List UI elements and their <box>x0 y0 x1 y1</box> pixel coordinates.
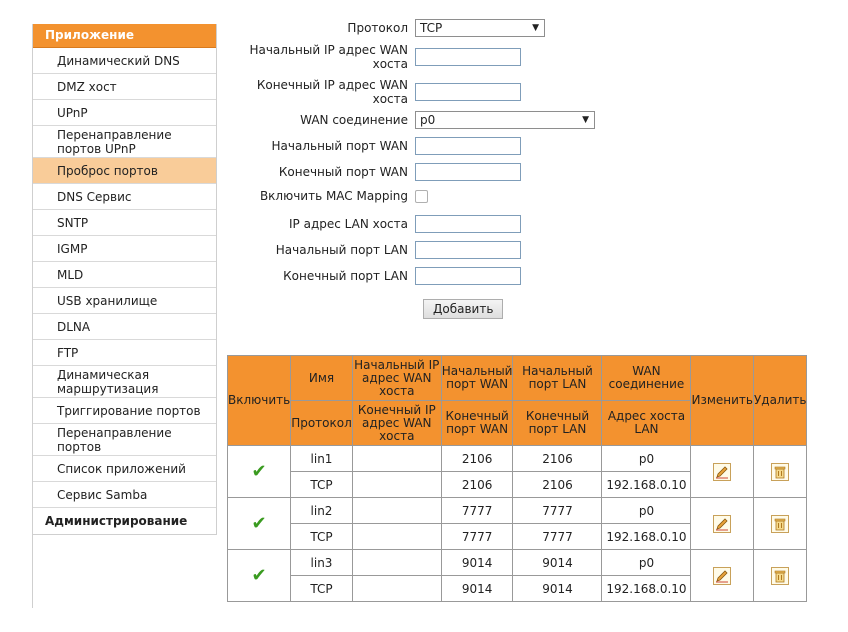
sidebar-item-ftp[interactable]: FTP <box>33 340 216 366</box>
pencil-icon[interactable] <box>713 567 731 585</box>
lan-port-start-row <box>230 241 610 259</box>
rule-lan-port-end: 9014 <box>513 576 602 602</box>
trash-icon[interactable] <box>771 463 789 481</box>
header-edit: Изменить <box>691 356 754 446</box>
protocol-select[interactable] <box>415 19 545 37</box>
header-delete: Удалить <box>753 356 807 446</box>
wan-host-start-input[interactable] <box>415 48 521 66</box>
checkmark-icon: ✔ <box>228 498 291 550</box>
sidebar-item-sntp[interactable]: SNTP <box>33 210 216 236</box>
table-row <box>228 550 807 576</box>
wan-host-end-row <box>230 78 610 106</box>
sidebar-item-administration[interactable]: Администрирование <box>33 508 216 535</box>
wan-connection-select-value: p0 <box>420 113 436 127</box>
table-header-row <box>228 356 807 401</box>
pencil-icon[interactable] <box>713 463 731 481</box>
rule-lan-host: 192.168.0.10 <box>602 524 691 550</box>
mac-mapping-row <box>230 189 610 203</box>
wan-connection-label: WAN соединение <box>300 113 408 127</box>
rule-lan-port-end: 2106 <box>513 472 602 498</box>
sidebar-item-upnp-port-forwarding[interactable]: Перенаправление портов UPnP <box>33 126 216 158</box>
sidebar-item-application-list[interactable]: Список приложений <box>33 456 216 482</box>
rule-wan-host-end <box>352 472 441 498</box>
header-name: Имя <box>291 356 353 401</box>
rule-wan-port-end: 9014 <box>441 576 513 602</box>
rule-name: lin1 <box>291 446 353 472</box>
sidebar-item-upnp[interactable]: UPnP <box>33 100 216 126</box>
header-wan-port-end: Конечный порт WAN <box>441 401 513 446</box>
lan-port-start-input[interactable] <box>415 241 521 259</box>
sidebar-item-dmz-host[interactable]: DMZ хост <box>33 74 216 100</box>
trash-icon[interactable] <box>771 567 789 585</box>
wan-host-end-input[interactable] <box>415 83 521 101</box>
rule-wan-port-start: 2106 <box>441 446 513 472</box>
rule-wan-host-start <box>352 446 441 472</box>
rule-wan-host-start <box>352 550 441 576</box>
protocol-row <box>230 19 610 37</box>
lan-port-end-input[interactable] <box>415 267 521 285</box>
rule-wan-connection: p0 <box>602 498 691 524</box>
wan-port-end-row <box>230 163 610 181</box>
rule-protocol: TCP <box>291 524 353 550</box>
sidebar-item-igmp[interactable]: IGMP <box>33 236 216 262</box>
sidebar-item-dynamic-dns[interactable]: Динамический DNS <box>33 48 216 74</box>
rule-wan-port-start: 9014 <box>441 550 513 576</box>
sidebar-item-samba-service[interactable]: Сервис Samba <box>33 482 216 508</box>
edit-cell <box>691 446 754 498</box>
lan-ip-input[interactable] <box>415 215 521 233</box>
rule-lan-host: 192.168.0.10 <box>602 576 691 602</box>
rule-lan-port-start: 7777 <box>513 498 602 524</box>
mac-mapping-checkbox[interactable] <box>415 190 428 203</box>
rule-wan-host-start <box>352 498 441 524</box>
add-button[interactable]: Добавить <box>423 299 503 319</box>
wan-host-start-label: Начальный IP адрес WAN хоста <box>249 43 408 71</box>
lan-port-end-label: Конечный порт LAN <box>283 269 408 283</box>
sidebar-item-usb-storage[interactable]: USB хранилище <box>33 288 216 314</box>
header-lan-port-start: Начальный порт LAN <box>513 356 602 401</box>
mac-mapping-label: Включить MAC Mapping <box>259 189 408 203</box>
rule-lan-port-end: 7777 <box>513 524 602 550</box>
lan-ip-label: IP адрес LAN хоста <box>289 217 408 231</box>
header-wan-host-start: Начальный IP адрес WAN хоста <box>352 356 441 401</box>
rule-name: lin3 <box>291 550 353 576</box>
protocol-select-value: TCP <box>420 21 443 35</box>
wan-port-end-input[interactable] <box>415 163 521 181</box>
sidebar-item-dynamic-routing[interactable]: Динамическая маршрутизация <box>33 366 216 398</box>
rule-wan-host-end <box>352 576 441 602</box>
sidebar-item-dlna[interactable]: DLNA <box>33 314 216 340</box>
lan-ip-row <box>230 215 610 233</box>
lan-port-end-row <box>230 267 610 285</box>
wan-port-start-label: Начальный порт WAN <box>271 139 408 153</box>
wan-connection-row <box>230 111 610 129</box>
header-protocol: Протокол <box>291 401 353 446</box>
port-forwarding-table <box>227 355 807 602</box>
rule-lan-port-start: 2106 <box>513 446 602 472</box>
checkmark-icon: ✔ <box>228 550 291 602</box>
sidebar-item-port-forwarding[interactable]: Проброс портов <box>33 158 216 184</box>
rule-protocol: TCP <box>291 576 353 602</box>
header-lan-port-end: Конечный порт LAN <box>513 401 602 446</box>
header-enable: Включить <box>228 356 291 446</box>
header-wan-port-start: Начальный порт WAN <box>441 356 513 401</box>
rule-wan-port-end: 2106 <box>441 472 513 498</box>
rule-protocol: TCP <box>291 472 353 498</box>
edit-cell <box>691 550 754 602</box>
delete-cell <box>753 498 807 550</box>
header-lan-host: Адрес хоста LAN <box>602 401 691 446</box>
rule-name: lin2 <box>291 498 353 524</box>
pencil-icon[interactable] <box>713 515 731 533</box>
wan-host-start-row <box>230 43 610 71</box>
header-wan-connection: WAN соединение <box>602 356 691 401</box>
rule-lan-port-start: 9014 <box>513 550 602 576</box>
rule-lan-host: 192.168.0.10 <box>602 472 691 498</box>
delete-cell <box>753 550 807 602</box>
sidebar-item-port-triggering[interactable]: Триггирование портов <box>33 398 216 424</box>
sidebar-item-port-redirection[interactable]: Перенаправление портов <box>33 424 216 456</box>
wan-connection-select[interactable] <box>415 111 595 129</box>
sidebar-item-dns-service[interactable]: DNS Сервис <box>33 184 216 210</box>
rule-wan-port-start: 7777 <box>441 498 513 524</box>
chevron-down-icon: ▼ <box>532 23 539 33</box>
edit-cell <box>691 498 754 550</box>
delete-cell <box>753 446 807 498</box>
protocol-label: Протокол <box>347 21 408 35</box>
rule-wan-host-end <box>352 524 441 550</box>
lan-port-start-label: Начальный порт LAN <box>275 243 408 257</box>
rule-wan-port-end: 7777 <box>441 524 513 550</box>
sidebar <box>33 24 217 535</box>
sidebar-section-title[interactable]: Приложение <box>33 24 216 48</box>
wan-port-start-input[interactable] <box>415 137 521 155</box>
rule-wan-connection: p0 <box>602 446 691 472</box>
table-row <box>228 498 807 524</box>
trash-icon[interactable] <box>771 515 789 533</box>
rule-wan-connection: p0 <box>602 550 691 576</box>
wan-port-start-row <box>230 137 610 155</box>
wan-port-end-label: Конечный порт WAN <box>278 165 408 179</box>
checkmark-icon: ✔ <box>228 446 291 498</box>
wan-host-end-label: Конечный IP адрес WAN хоста <box>256 78 408 106</box>
table-row <box>228 446 807 472</box>
chevron-down-icon: ▼ <box>582 115 589 125</box>
header-wan-host-end: Конечный IP адрес WAN хоста <box>352 401 441 446</box>
sidebar-item-mld[interactable]: MLD <box>33 262 216 288</box>
